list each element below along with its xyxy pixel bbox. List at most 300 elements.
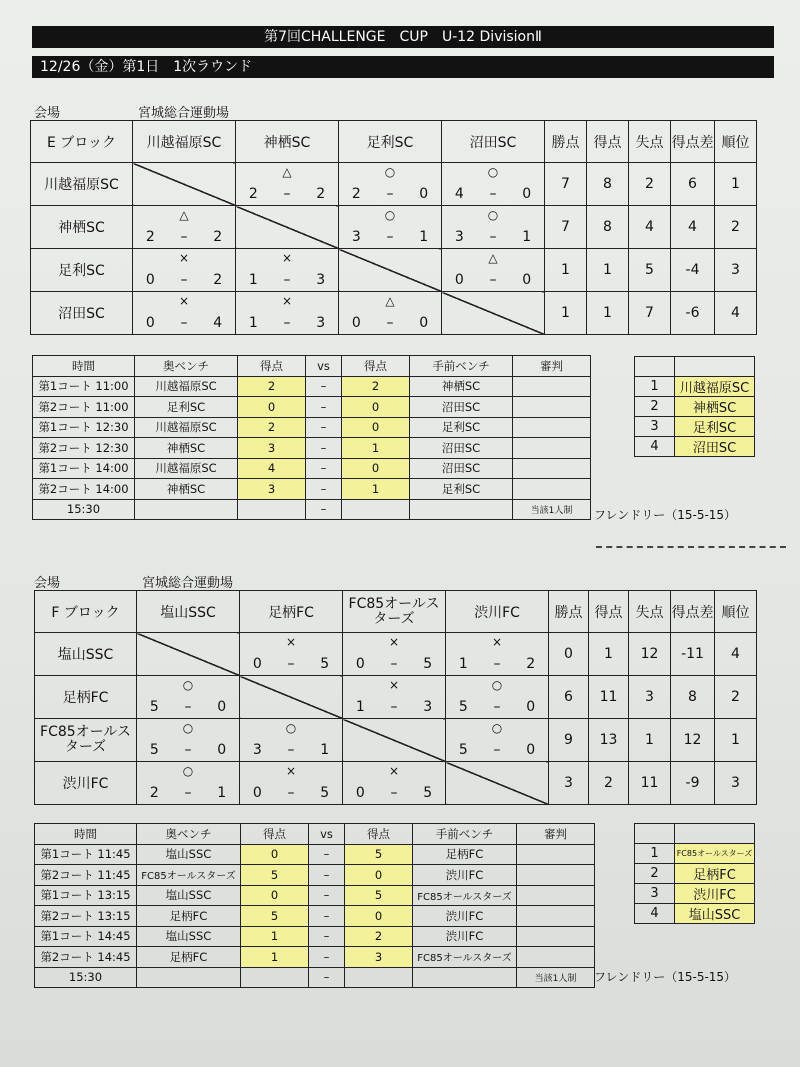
score-home: 0	[252, 785, 262, 801]
score-home: 2	[149, 785, 159, 801]
stat-goals-against: 1	[629, 719, 671, 762]
venue-label: 会場	[34, 576, 61, 591]
score-home: 1	[248, 272, 258, 288]
back-bench-team: 足柄FC	[137, 947, 241, 968]
score-dash: –	[493, 742, 501, 758]
stat-goals-against: 5	[629, 249, 671, 292]
vs-separator: –	[306, 376, 342, 397]
score-away: 0	[522, 186, 532, 202]
block-name: E ブロック	[31, 121, 133, 163]
back-bench-score: 0	[241, 885, 309, 906]
vs-separator: –	[309, 906, 345, 927]
self-match-cell	[339, 249, 442, 292]
rank-number: 1	[635, 844, 675, 864]
vs-separator: –	[306, 479, 342, 500]
team-header: 神栖SC	[236, 121, 339, 163]
match-time: 15:30	[33, 499, 135, 520]
score-away: 0	[526, 742, 536, 758]
section-divider	[596, 546, 786, 548]
score-home: 5	[149, 742, 159, 758]
rank-team: 足利SC	[675, 417, 755, 437]
match-result-cell	[236, 249, 339, 292]
stat-header: 得点差	[671, 591, 715, 633]
score-away: 1	[217, 785, 227, 801]
schedule-header: 得点	[342, 356, 410, 377]
result-mark: ○	[487, 165, 499, 179]
match-result-cell	[133, 249, 236, 292]
back-bench-team: 神栖SC	[135, 479, 238, 500]
front-bench-score: 2	[342, 376, 410, 397]
front-bench-score: 0	[342, 417, 410, 438]
schedule-row	[33, 417, 591, 438]
row-team: 渋川FC	[35, 762, 137, 805]
match-time: 第2コート 14:45	[35, 947, 137, 968]
back-bench-team: FC85オールスターズ	[137, 865, 241, 886]
schedule-header: 審判	[517, 824, 595, 845]
row-team: 足柄FC	[35, 676, 137, 719]
stat-rank: 4	[715, 633, 757, 676]
score-dash: –	[493, 699, 501, 715]
score-home: 5	[149, 699, 159, 715]
match-result-cell	[236, 292, 339, 335]
result-mark: ○	[491, 678, 503, 692]
score-dash: –	[287, 742, 295, 758]
standings-row	[35, 676, 757, 719]
front-bench-score: 0	[345, 906, 413, 927]
front-bench-team: FC85オールスターズ	[413, 947, 517, 968]
team-header: 沼田SC	[442, 121, 545, 163]
stat-goal-diff: 12	[671, 719, 715, 762]
standings-row	[35, 762, 757, 805]
team-header: 足柄FC	[240, 591, 343, 633]
front-bench-team: 神栖SC	[410, 376, 513, 397]
ranking-row	[635, 397, 755, 417]
match-result-cell	[446, 676, 549, 719]
vs-separator: –	[306, 397, 342, 418]
stat-points: 9	[549, 719, 589, 762]
score-home: 0	[355, 656, 365, 672]
stat-goals-against: 12	[629, 633, 671, 676]
score-home: 0	[351, 315, 361, 331]
score-away: 1	[320, 742, 330, 758]
result-mark: ○	[384, 208, 396, 222]
score-dash: –	[184, 742, 192, 758]
score-away: 3	[316, 315, 326, 331]
score-home: 0	[355, 785, 365, 801]
result-mark: ○	[285, 721, 297, 735]
score-away: 0	[526, 699, 536, 715]
schedule-header: 奥ベンチ	[137, 824, 241, 845]
result-mark: ×	[285, 764, 297, 778]
schedule-row	[33, 397, 591, 418]
vs-separator: –	[309, 926, 345, 947]
stat-goal-diff: 8	[671, 676, 715, 719]
stat-goal-diff: -6	[671, 292, 715, 335]
score-home: 3	[454, 229, 464, 245]
schedule-row	[33, 479, 591, 500]
match-result-cell	[343, 762, 446, 805]
vs-separator: –	[309, 885, 345, 906]
empty-cell	[635, 357, 675, 377]
standings-row	[31, 206, 757, 249]
match-time: 第2コート 13:15	[35, 906, 137, 927]
referee	[517, 947, 595, 968]
stat-header: 得点	[587, 121, 629, 163]
schedule-header: 時間	[35, 824, 137, 845]
stat-goals-for: 13	[589, 719, 629, 762]
match-time: 第1コート 13:15	[35, 885, 137, 906]
rank-number: 2	[635, 397, 675, 417]
schedule-row	[35, 947, 595, 968]
self-match-cell	[343, 719, 446, 762]
stat-goals-against: 3	[629, 676, 671, 719]
score-dash: –	[287, 656, 295, 672]
standings-row	[35, 719, 757, 762]
venue-name: 宮城総合運動場	[142, 576, 234, 591]
stat-goals-against: 4	[629, 206, 671, 249]
referee	[513, 397, 591, 418]
ranking-row	[635, 864, 755, 884]
match-result-cell	[442, 206, 545, 249]
score-away: 0	[217, 699, 227, 715]
front-bench-team: 足利SC	[410, 479, 513, 500]
score-home: 5	[458, 699, 468, 715]
score-home: 2	[351, 186, 361, 202]
back-bench-score: 2	[238, 376, 306, 397]
team-header: FC85オールスターズ	[343, 591, 446, 633]
stat-goals-for: 2	[589, 762, 629, 805]
schedule-row	[35, 926, 595, 947]
ranking-row	[635, 904, 755, 924]
stat-points: 1	[545, 249, 587, 292]
stat-goals-for: 11	[589, 676, 629, 719]
score-dash: –	[184, 699, 192, 715]
schedule-row	[35, 906, 595, 927]
row-team: 足利SC	[31, 249, 133, 292]
back-bench-team: 塩山SSC	[137, 885, 241, 906]
score-dash: –	[390, 785, 398, 801]
result-mark: △	[179, 208, 189, 222]
ranking-row	[635, 884, 755, 904]
schedule-header: 手前ベンチ	[413, 824, 517, 845]
match-time: 第2コート 11:00	[33, 397, 135, 418]
front-bench-score: 0	[342, 458, 410, 479]
back-bench-team: 足柄FC	[137, 906, 241, 927]
standings-row	[31, 292, 757, 335]
friendly-note: フレンドリー（15-5-15）	[594, 970, 737, 984]
score-home: 0	[145, 272, 155, 288]
score-away: 2	[316, 186, 326, 202]
score-dash: –	[386, 186, 394, 202]
score-away: 5	[423, 656, 433, 672]
match-result-cell	[133, 292, 236, 335]
stat-header: 失点	[629, 591, 671, 633]
front-bench-score: 5	[345, 844, 413, 865]
stat-header: 得点差	[671, 121, 715, 163]
stat-header: 順位	[715, 121, 757, 163]
vs-separator: –	[306, 458, 342, 479]
referee	[513, 458, 591, 479]
back-bench-team: 川越福原SC	[135, 376, 238, 397]
score-home: 3	[351, 229, 361, 245]
empty-cell	[635, 824, 675, 844]
stat-rank: 4	[715, 292, 757, 335]
score-home: 1	[248, 315, 258, 331]
front-bench-team: 足柄FC	[413, 844, 517, 865]
match-result-cell	[137, 676, 240, 719]
match-result-cell	[446, 719, 549, 762]
stat-points: 7	[545, 163, 587, 206]
row-team: 塩山SSC	[35, 633, 137, 676]
score-home: 0	[252, 656, 262, 672]
score-away: 3	[423, 699, 433, 715]
result-mark: ×	[388, 678, 400, 692]
result-mark: ○	[182, 678, 194, 692]
score-home: 2	[248, 186, 258, 202]
referee	[517, 844, 595, 865]
referee	[517, 885, 595, 906]
schedule-row	[35, 885, 595, 906]
block-e-ranking-table	[634, 356, 755, 457]
match-result-cell	[339, 206, 442, 249]
front-bench-score: 0	[342, 397, 410, 418]
block-e-schedule-table	[32, 355, 591, 520]
score-away: 1	[419, 229, 429, 245]
rank-team: 神栖SC	[675, 397, 755, 417]
result-mark: △	[488, 251, 498, 265]
score-away: 5	[320, 785, 330, 801]
front-bench-score: 3	[345, 947, 413, 968]
empty-cell	[135, 499, 238, 520]
vs-separator: –	[306, 438, 342, 459]
empty-cell	[137, 967, 241, 988]
row-team: 川越福原SC	[31, 163, 133, 206]
team-header: 塩山SSC	[137, 591, 240, 633]
schedule-row	[33, 438, 591, 459]
block-f-standings-table	[34, 590, 757, 805]
empty-cell	[413, 967, 517, 988]
result-mark: ×	[388, 764, 400, 778]
empty-cell	[675, 824, 755, 844]
stat-points: 7	[545, 206, 587, 249]
score-dash: –	[489, 186, 497, 202]
score-away: 0	[217, 742, 227, 758]
score-dash: –	[287, 785, 295, 801]
score-away: 4	[213, 315, 223, 331]
front-bench-score: 0	[345, 865, 413, 886]
rank-team: 足柄FC	[675, 864, 755, 884]
back-bench-score: 2	[238, 417, 306, 438]
back-bench-score: 4	[238, 458, 306, 479]
score-away: 0	[522, 272, 532, 288]
stat-goal-diff: -9	[671, 762, 715, 805]
front-bench-team: 沼田SC	[410, 397, 513, 418]
schedule-header: 得点	[238, 356, 306, 377]
rank-number: 4	[635, 437, 675, 457]
stat-rank: 2	[715, 206, 757, 249]
team-header: 渋川FC	[446, 591, 549, 633]
stat-goals-for: 1	[587, 249, 629, 292]
back-bench-team: 塩山SSC	[137, 844, 241, 865]
back-bench-score: 0	[241, 844, 309, 865]
stat-points: 0	[549, 633, 589, 676]
schedule-header: 奥ベンチ	[135, 356, 238, 377]
row-team: 沼田SC	[31, 292, 133, 335]
score-away: 2	[213, 272, 223, 288]
empty-cell	[241, 967, 309, 988]
back-bench-score: 3	[238, 438, 306, 459]
front-bench-score: 5	[345, 885, 413, 906]
standings-row	[31, 249, 757, 292]
stat-header: 勝点	[549, 591, 589, 633]
stat-goals-for: 1	[589, 633, 629, 676]
match-result-cell	[339, 292, 442, 335]
back-bench-score: 5	[241, 865, 309, 886]
stat-header: 順位	[715, 591, 757, 633]
stat-goals-against: 7	[629, 292, 671, 335]
block-name: F ブロック	[35, 591, 137, 633]
block-f-ranking-table	[634, 823, 755, 924]
rank-number: 4	[635, 904, 675, 924]
score-dash: –	[180, 229, 188, 245]
friendly-note: フレンドリー（15-5-15）	[594, 508, 737, 522]
venue-label: 会場	[34, 106, 61, 121]
match-time: 第2コート 11:45	[35, 865, 137, 886]
match-time: 第1コート 11:45	[35, 844, 137, 865]
schedule-header: 手前ベンチ	[410, 356, 513, 377]
self-match-cell	[446, 762, 549, 805]
stat-rank: 2	[715, 676, 757, 719]
schedule-extra-row	[35, 967, 595, 988]
standings-row	[31, 163, 757, 206]
schedule-header: 時間	[33, 356, 135, 377]
schedule-header: 得点	[241, 824, 309, 845]
front-bench-team: FC85オールスターズ	[413, 885, 517, 906]
score-dash: –	[180, 272, 188, 288]
rank-number: 2	[635, 864, 675, 884]
back-bench-score: 1	[241, 947, 309, 968]
empty-cell	[345, 967, 413, 988]
match-time: 第1コート 14:00	[33, 458, 135, 479]
score-away: 3	[316, 272, 326, 288]
vs-separator: –	[309, 967, 345, 988]
referee	[513, 438, 591, 459]
schedule-row	[35, 844, 595, 865]
ranking-row	[635, 844, 755, 864]
score-away: 5	[320, 656, 330, 672]
result-mark: △	[385, 294, 395, 308]
back-bench-team: 川越福原SC	[135, 458, 238, 479]
front-bench-team: 沼田SC	[410, 438, 513, 459]
score-dash: –	[493, 656, 501, 672]
stat-points: 3	[549, 762, 589, 805]
front-bench-score: 2	[345, 926, 413, 947]
match-result-cell	[442, 163, 545, 206]
stat-goals-against: 11	[629, 762, 671, 805]
ranking-row	[635, 417, 755, 437]
stat-goals-for: 8	[587, 206, 629, 249]
stat-goals-for: 8	[587, 163, 629, 206]
score-home: 1	[458, 656, 468, 672]
schedule-header: vs	[309, 824, 345, 845]
result-mark: ×	[281, 251, 293, 265]
self-match-cell	[240, 676, 343, 719]
stat-rank: 3	[715, 249, 757, 292]
back-bench-score: 5	[241, 906, 309, 927]
team-header: 足利SC	[339, 121, 442, 163]
match-result-cell	[343, 676, 446, 719]
self-match-cell	[137, 633, 240, 676]
empty-cell	[675, 357, 755, 377]
self-match-cell	[236, 206, 339, 249]
front-bench-score: 1	[342, 438, 410, 459]
stat-goal-diff: 4	[671, 206, 715, 249]
self-match-cell	[442, 292, 545, 335]
stat-header: 得点	[589, 591, 629, 633]
match-time: 第2コート 12:30	[33, 438, 135, 459]
stat-goal-diff: -11	[671, 633, 715, 676]
schedule-extra-row	[33, 499, 591, 520]
score-dash: –	[184, 785, 192, 801]
referee	[517, 906, 595, 927]
score-dash: –	[283, 272, 291, 288]
back-bench-score: 1	[241, 926, 309, 947]
vs-separator: –	[309, 865, 345, 886]
back-bench-score: 3	[238, 479, 306, 500]
match-result-cell	[137, 719, 240, 762]
stat-rank: 1	[715, 719, 757, 762]
block-f-schedule-table	[34, 823, 595, 988]
result-mark: ○	[491, 721, 503, 735]
score-home: 2	[145, 229, 155, 245]
standings-row	[35, 633, 757, 676]
score-dash: –	[180, 315, 188, 331]
score-dash: –	[390, 699, 398, 715]
stat-points: 6	[549, 676, 589, 719]
empty-cell	[342, 499, 410, 520]
result-mark: ○	[487, 208, 499, 222]
score-away: 0	[419, 315, 429, 331]
score-away: 2	[213, 229, 223, 245]
row-team: 神栖SC	[31, 206, 133, 249]
rank-team: 塩山SSC	[675, 904, 755, 924]
result-mark: ×	[178, 294, 190, 308]
empty-cell	[410, 499, 513, 520]
back-bench-team: 塩山SSC	[137, 926, 241, 947]
tournament-title: 第7回CHALLENGE CUP U-12 DivisionⅡ	[32, 26, 774, 48]
ranking-row	[635, 437, 755, 457]
rank-number: 1	[635, 377, 675, 397]
rank-team: 川越福原SC	[675, 377, 755, 397]
vs-separator: –	[306, 499, 342, 520]
row-team: FC85オールスターズ	[35, 719, 137, 762]
block-e-standings-table	[30, 120, 757, 335]
result-mark: ×	[491, 635, 503, 649]
empty-cell	[238, 499, 306, 520]
schedule-header: 審判	[513, 356, 591, 377]
result-mark: ×	[388, 635, 400, 649]
score-home: 3	[252, 742, 262, 758]
score-dash: –	[489, 229, 497, 245]
vs-separator: –	[309, 844, 345, 865]
result-mark: ○	[384, 165, 396, 179]
schedule-row	[33, 458, 591, 479]
match-time: 第1コート 14:45	[35, 926, 137, 947]
date-line: 12/26（金）第1日 1次ラウンド	[32, 56, 774, 78]
referee	[517, 926, 595, 947]
score-away: 0	[419, 186, 429, 202]
front-bench-team: 沼田SC	[410, 458, 513, 479]
